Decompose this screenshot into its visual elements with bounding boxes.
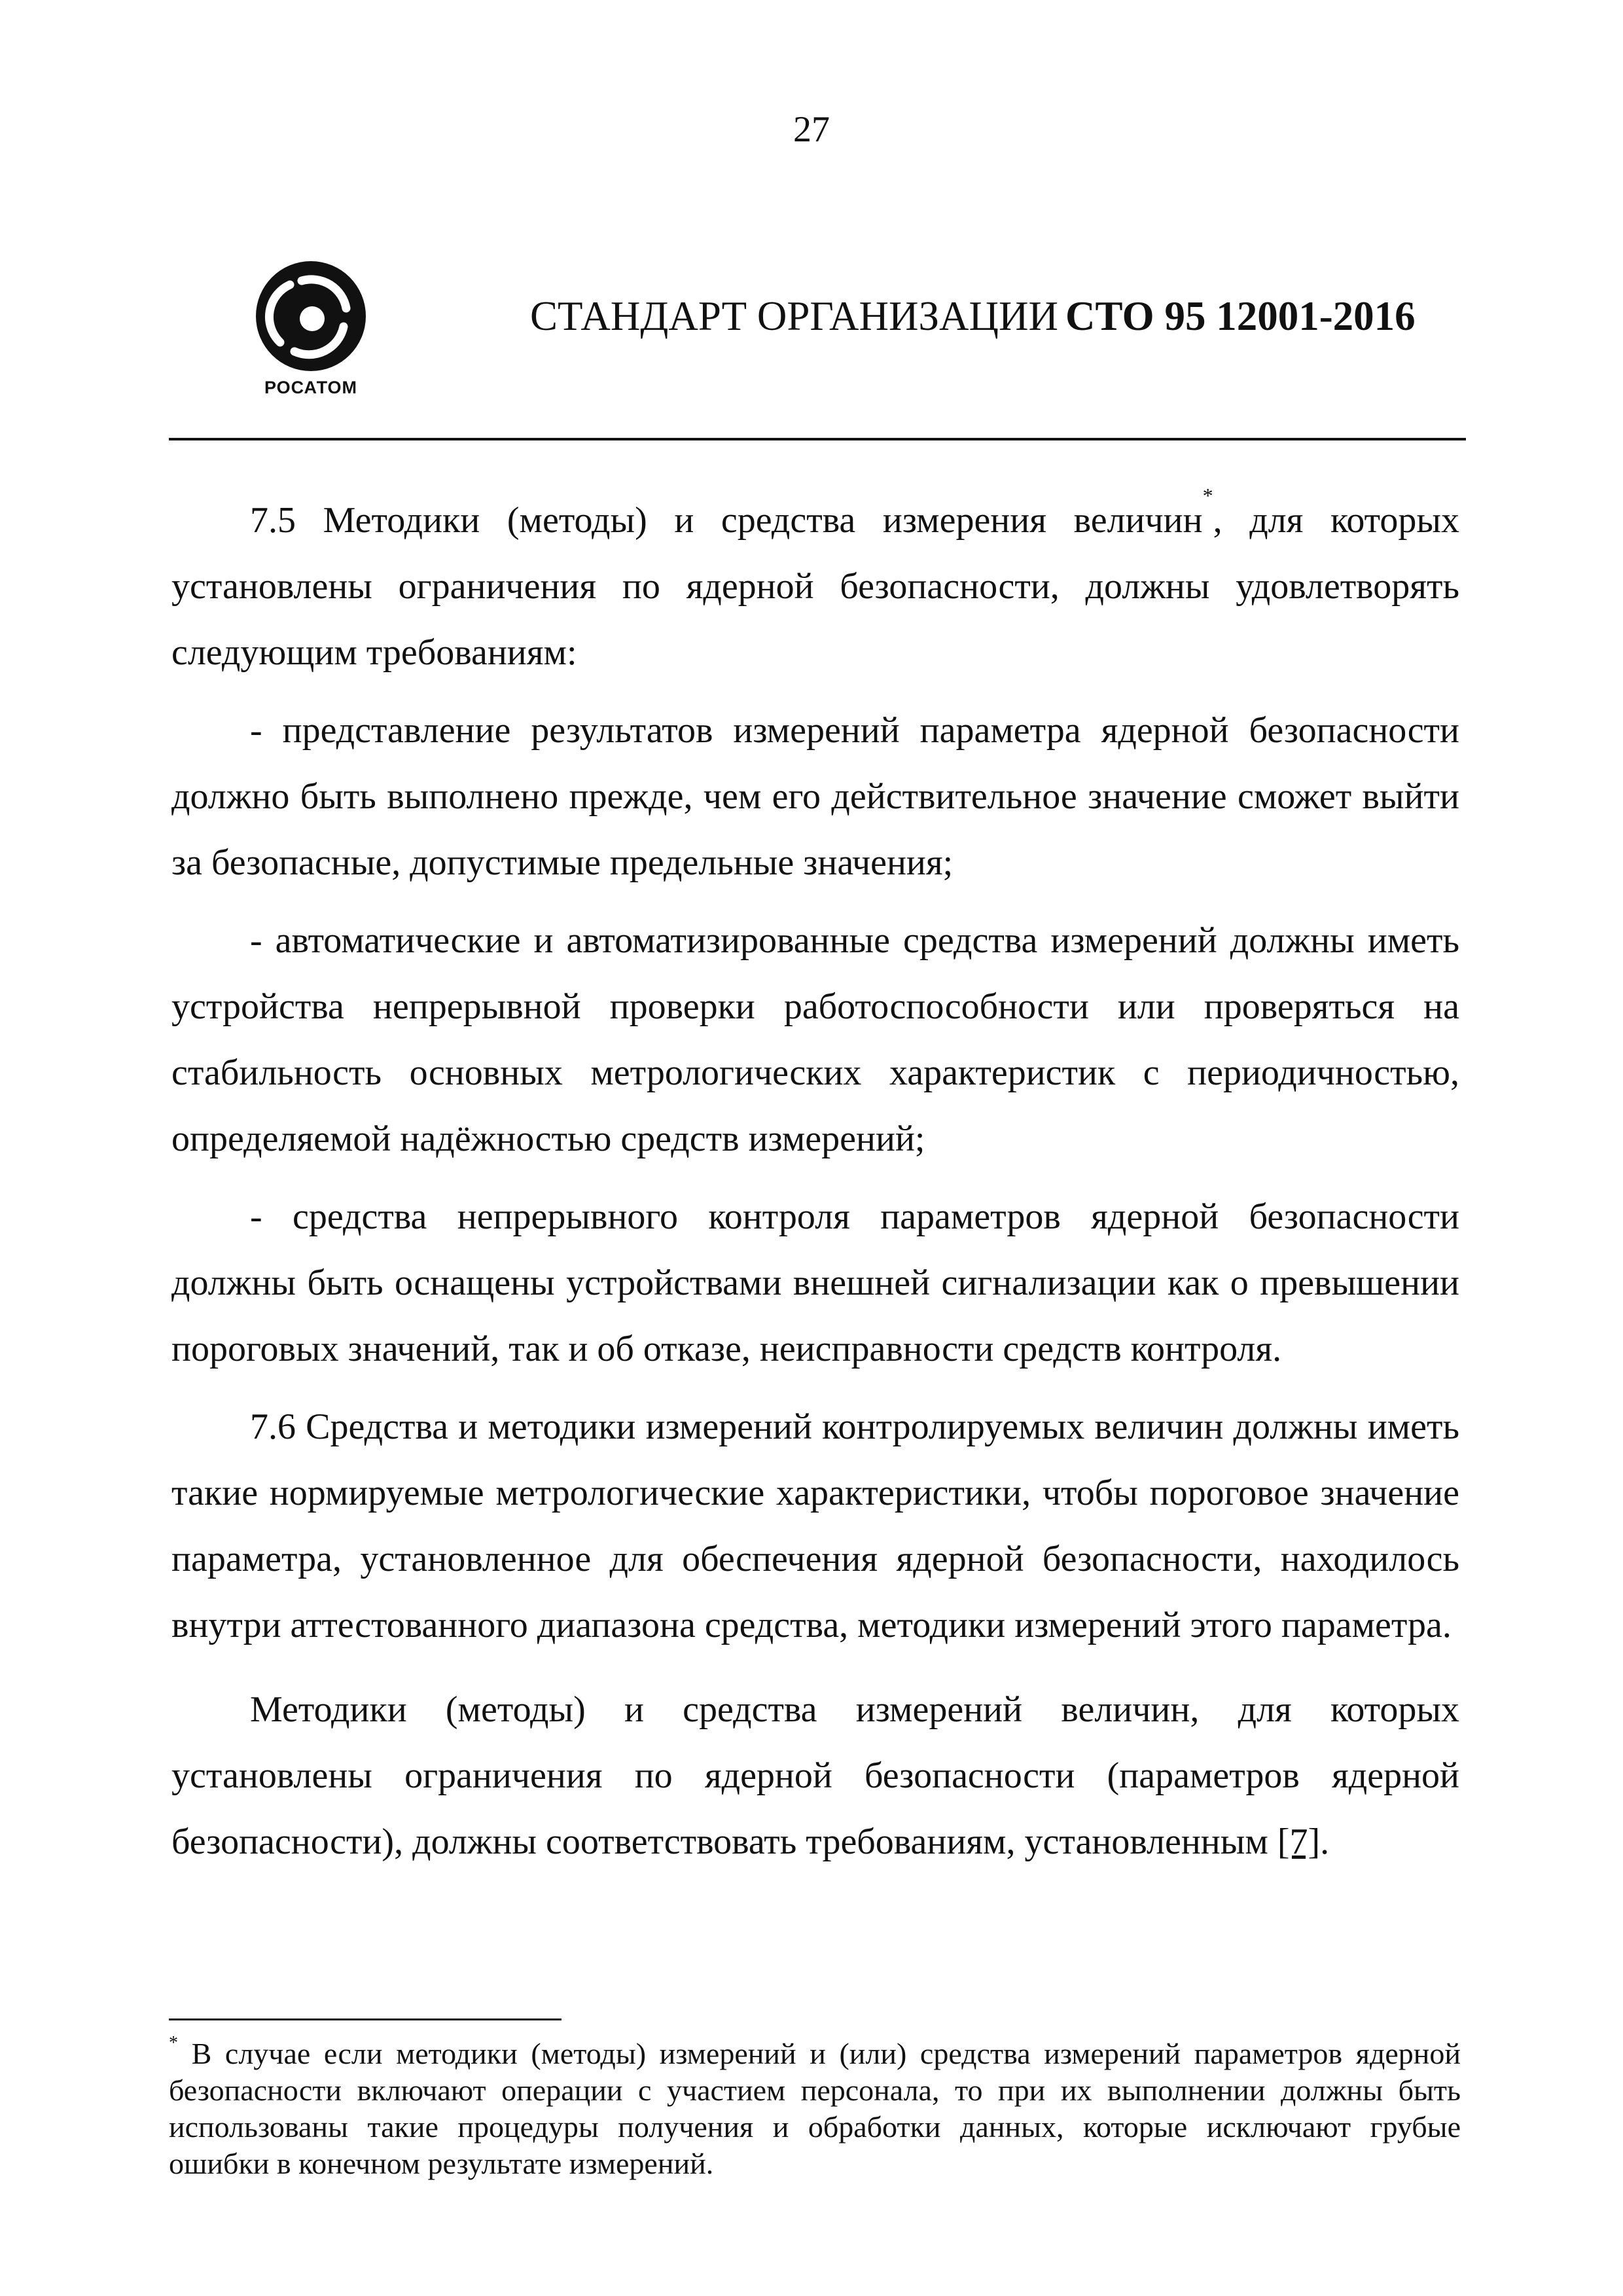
bibliography-reference-link[interactable]: [7] [1277, 1821, 1321, 1862]
paragraph-7-6: 7.6 Средства и методики измерений контролируемых величин должны иметь такие нормируемые метрологические характеристики, чтобы пороговое значение параметра, установленное для обеспечения ядерной безопасности, находилось внутри аттестованного диапазона средства, методики измерений этого параметра. [171, 1407, 1459, 1645]
paragraph-text: , для которых установлены ограничения по ядерной безопасности, должны удовлетворять следующим требованиям: [171, 500, 1459, 673]
rosatom-logo [249, 259, 373, 416]
document-body [171, 484, 1459, 1875]
footnote-divider [169, 2018, 562, 2020]
standard-title: СТАНДАРТ ОРГАНИЗАЦИИ [530, 293, 1059, 339]
list-item-continuous-control: - средства непрерывного контроля параметров ядерной безопасности должны быть оснащены устройствами внешней сигнализации как о превышении пороговых значений, так и об отказе, неисправности средств контроля. [171, 1196, 1459, 1369]
paragraph-text: Методики (методы) и средства измерений величин, для которых установлены ограничения по ядерной безопасности (параметров ядерной безопасности), должны соответствовать требованиям, установленным [171, 1689, 1459, 1862]
footnote-reference[interactable]: * [1202, 484, 1213, 507]
paragraph-7-5 [171, 484, 1459, 686]
paragraph-text: . [1320, 1821, 1330, 1862]
footnote-mark: * [169, 2033, 178, 2053]
rosatom-logo-icon [249, 259, 373, 376]
logo-text: РОСАТОМ [264, 378, 357, 397]
list-item-presentation: - представление результатов измерений параметра ядерной безопасности должно быть выполнено прежде, чем его действительное значение сможет выйти за безопасные, допустимые предельные значения; [171, 710, 1459, 883]
paragraph-text: 7.5 Методики (методы) и средства измерения величин [250, 500, 1203, 541]
list-item-automatic-instruments: - автоматические и автоматизированные средства измерений должны иметь устройства непрерывной проверки работоспособности или проверяться на стабильность основных метрологических характеристик с периодичностью, определяемой надёжностью средств измерений; [171, 920, 1459, 1159]
header-divider [169, 438, 1466, 440]
page-number: 27 [793, 109, 830, 150]
footnote [169, 2033, 1461, 2182]
paragraph-methods-requirements [171, 1677, 1459, 1875]
standard-code: СТО 95 12001-2016 [1065, 293, 1416, 339]
footnote-text: В случае если методики (методы) измерений и (или) средства измерений параметров ядерной безопасности включают операции с участием персонала, то при их выполнении должны быть использованы такие процедуры получения и обработки данных, которые исключают грубые ошибки в конечном результате измерений. [169, 2037, 1461, 2180]
